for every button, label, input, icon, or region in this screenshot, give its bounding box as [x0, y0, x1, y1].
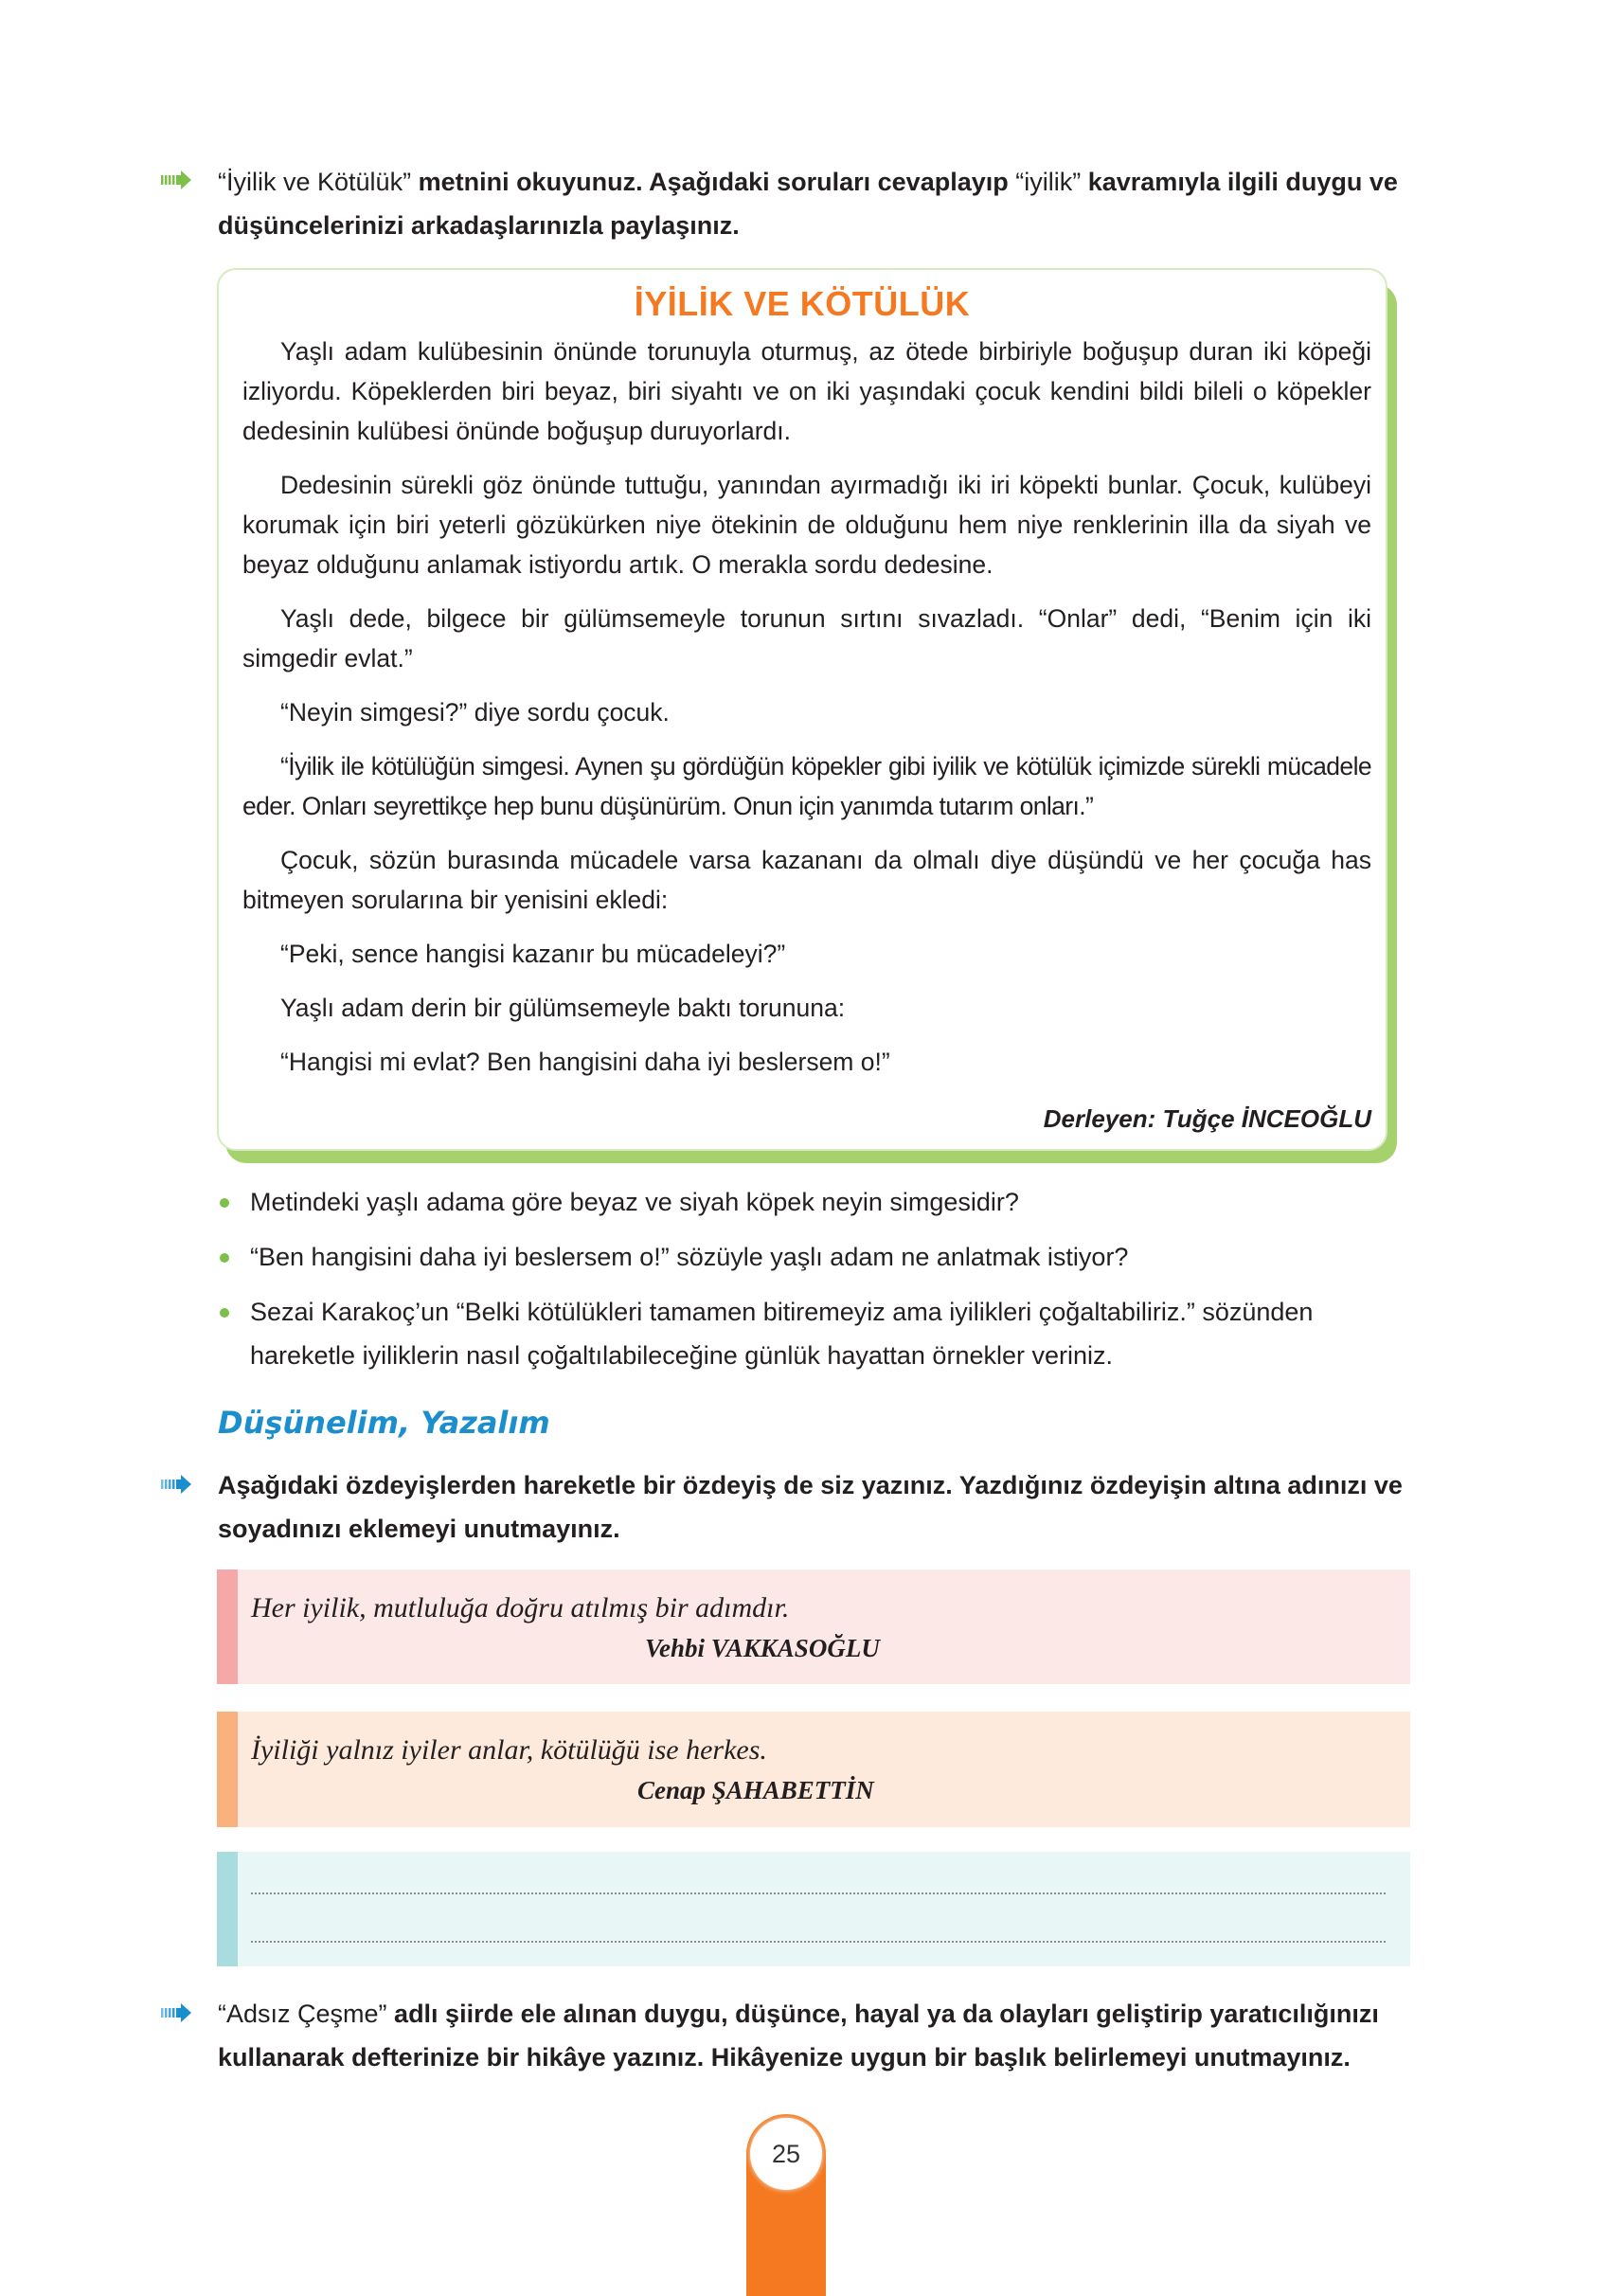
quote-box — [217, 1712, 1410, 1827]
quote-bar — [217, 1712, 238, 1827]
story-body — [242, 332, 1371, 1096]
story-paragraph: “Neyin simgesi?” diye sordu çocuk. — [280, 698, 670, 726]
question-list — [218, 1180, 1413, 1389]
story-credit: Derleyen: Tuğçe İNCEOĞLU — [1043, 1104, 1371, 1133]
story-instruction: “Adsız Çeşme” adlı şiirde ele alınan duygu, düşünce, hayal ya da olayları geliştirip yaratıcılığınızı kullanarak defterinize bir hikâye yazınız. Hikâyenize uygun bir başlık belirlemeyi unutmayınız. — [218, 2000, 1379, 2072]
quote-author: Vehbi VAKKASOĞLU — [645, 1634, 880, 1662]
quote-box — [217, 1570, 1410, 1684]
writing-instruction: Aşağıdaki özdeyişlerden hareketle bir özdeyiş de siz yazınız. Yazdığınız özdeyişin altına adınızı ve soyadınızı eklemeyi unutmayınız. — [218, 1471, 1403, 1543]
story-paragraph: “İyilik ile kötülüğün simgesi. Aynen şu gördüğün köpekler gibi iyilik ve kötülük içimizde sürekli mücadele eder. Onları seyrettikçe hep bunu düşünürüm. Onun için yanımda tutarım onları.” — [242, 752, 1371, 820]
quote-text: Her iyilik, mutluluğa doğru atılmış bir adımdır. — [251, 1592, 790, 1623]
story-paragraph: Dedesinin sürekli göz önünde tuttuğu, yanından ayırmadığı iki iri köpekti bunlar. Çocuk, kulübeyi korumak için biri yeterli gözükürken niye ötekinin de olduğunu hem niye renklerinin illa da siyah ve beyaz olduğunu anlamak istiyordu artık. O merakla sordu dedesine. — [242, 471, 1371, 579]
story-paragraph: Çocuk, sözün burasında mücadele varsa kazananı da olmalı diye düşündü ve her çocuğa has bitmeyen sorularına bir yenisini ekledi: — [242, 846, 1371, 914]
question-item: Metindeki yaşlı adama göre beyaz ve siyah köpek neyin simgesidir? — [218, 1180, 1413, 1224]
story-title: İYİLİK VE KÖTÜLÜK — [634, 284, 971, 323]
quoted-title: “İyilik ve Kötülük” — [218, 168, 412, 196]
question-item: Sezai Karakoç’un “Belki kötülükleri tamamen bitiremeyiz ama iyilikleri çoğaltabiliriz.” sözünden hareketle iyiliklerin nasıl çoğaltılabileceğine günlük hayattan örnekler veriniz. — [218, 1290, 1413, 1377]
bullet-icon — [220, 1253, 229, 1263]
answer-bar — [217, 1852, 238, 1966]
writing-line[interactable] — [251, 1892, 1386, 1894]
story-paragraph: “Peki, sence hangisi kazanır bu mücadeleyi?” — [280, 940, 786, 968]
story-paragraph: Yaşlı dede, bilgece bir gülümsemeyle torunun sırtını sıvazladı. “Onlar” dedi, “Benim için iki simgedir evlat.” — [242, 604, 1371, 673]
reading-instruction: “İyilik ve Kötülük” metnini okuyunuz. Aşağıdaki soruları cevaplayıp “iyilik” kavramıyla ilgili duygu ve düşüncelerinizi arkadaşlarınızla paylaşınız. — [218, 168, 1398, 240]
question-item: “Ben hangisini daha iyi beslersem o!” sözüyle yaşlı adam ne anlatmak istiyor? — [218, 1235, 1413, 1279]
bullet-icon — [220, 1308, 229, 1318]
story-paragraph: “Hangisi mi evlat? Ben hangisini daha iyi beslersem o!” — [280, 1048, 890, 1076]
page-number: 25 — [750, 2118, 822, 2190]
quote-bar — [217, 1570, 238, 1684]
section-heading: Düşünelim, Yazalım — [218, 1405, 550, 1441]
writing-line[interactable] — [251, 1941, 1386, 1943]
quote-text: İyiliği yalnız iyiler anlar, kötülüğü ise herkes. — [251, 1734, 767, 1766]
quote-author: Cenap ŞAHABETTİN — [637, 1776, 874, 1804]
blue-arrow-icon — [161, 1475, 195, 1494]
story-paragraph: Yaşlı adam derin bir gülümsemeyle baktı torununa: — [280, 994, 846, 1022]
answer-box[interactable] — [217, 1852, 1410, 1966]
quoted-poem-title: “Adsız Çeşme” — [218, 2000, 387, 2028]
bullet-icon — [220, 1198, 229, 1208]
green-arrow-icon — [161, 170, 195, 189]
story-paragraph: Yaşlı adam kulübesinin önünde torunuyla oturmuş, az ötede birbiriyle boğuşup duran iki köpeği izliyordu. Köpeklerden biri beyaz, biri siyahtı ve on iki yaşındaki çocuk kendini bildi bileli o köpekler dedesinin kulübesi önünde boğuşup duruyorlardı. — [242, 337, 1371, 445]
blue-arrow-icon — [161, 2003, 195, 2022]
quoted-word: “iyilik” — [1015, 168, 1082, 196]
